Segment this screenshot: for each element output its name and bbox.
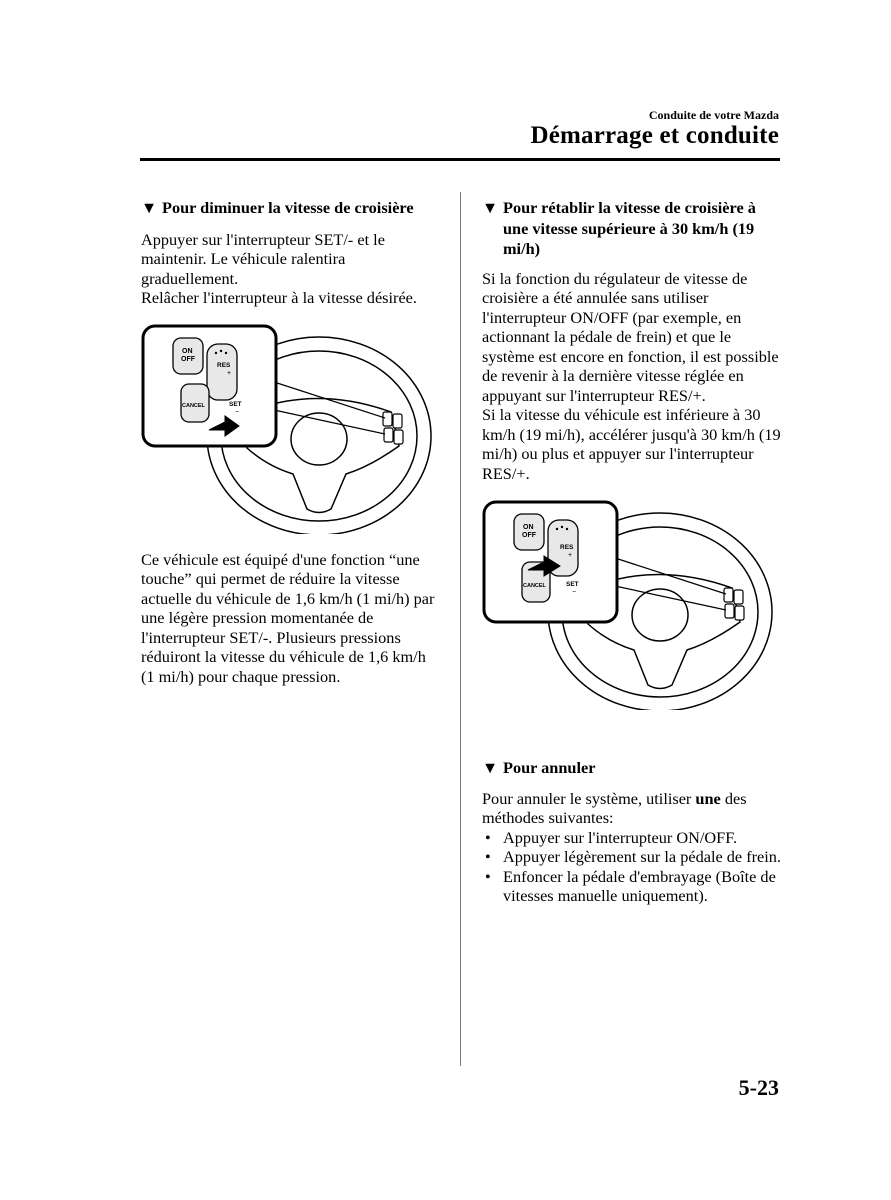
- paragraph: Si la fonction du régulateur de vitesse de croisière a été annulée sans utiliser l'interrupteur ON/OFF (par exemple, en actionnant la pédale de frein) et que le système est encore en fonction, il est possible de revenir à la dernière vitesse réglée en appuyant sur l'interrupteur RES/+.: [482, 268, 779, 405]
- heading-text: Pour diminuer la vitesse de croisière: [162, 198, 414, 217]
- section-heading-resume-speed: [482, 198, 782, 260]
- paragraph: Relâcher l'interrupteur à la vitesse désirée.: [141, 288, 417, 307]
- wheel-hub: [291, 413, 347, 465]
- list-item: • Enfoncer la pédale d'embrayage (Boîte de vitesses manuelle uniquement).: [485, 866, 776, 905]
- heading-text: Pour annuler: [503, 758, 596, 777]
- paragraph: Si la vitesse du véhicule est inférieure à 30 km/h (19 mi/h), accélérer jusqu'à 30 km/h (19 mi/h) ou plus et appuyer sur l'interrupteur RES/+.: [482, 405, 781, 483]
- paragraph: Appuyer sur l'interrupteur SET/- et le maintenir. Le véhicule ralentira graduellement.: [141, 229, 385, 288]
- svg-text:−: −: [572, 589, 577, 596]
- svg-text:ON: ON: [182, 347, 193, 355]
- steering-wheel-res-illustration: [482, 500, 782, 710]
- page-title: Démarrage et conduite: [530, 122, 779, 149]
- header-divider: [140, 158, 780, 161]
- paragraph: Pour annuler le système, utiliser une des méthodes suivantes:: [482, 788, 747, 827]
- svg-text:CANCEL: CANCEL: [182, 402, 205, 409]
- column-divider: [460, 192, 461, 1066]
- steering-wheel-set-illustration: [141, 324, 441, 534]
- cancel-methods-list: [482, 828, 782, 906]
- bullet-icon: •: [485, 847, 491, 866]
- triangle-bullet-icon: ▼: [482, 758, 499, 777]
- svg-text:−: −: [235, 408, 240, 416]
- left-column: [141, 198, 441, 686]
- right-column: [482, 198, 782, 906]
- triangle-bullet-icon: ▼: [141, 198, 158, 217]
- list-item: • Appuyer sur l'interrupteur ON/OFF.: [485, 827, 738, 847]
- list-item: • Appuyer légèrement sur la pédale de frein.: [485, 847, 782, 866]
- section-header: Conduite de votre Mazda: [648, 108, 779, 122]
- bullet-icon: •: [485, 866, 491, 886]
- section-heading-decrease-speed: [141, 198, 441, 219]
- svg-text:SET: SET: [229, 400, 242, 408]
- triangle-bullet-icon: ▼: [482, 198, 499, 217]
- svg-text:ON: ON: [523, 524, 534, 531]
- bullet-icon: •: [485, 827, 491, 847]
- heading-text: Pour rétablir la vitesse de croisière à une vitesse supérieure à 30 km/h (19 mi/h): [503, 198, 756, 258]
- svg-text:+: +: [227, 369, 232, 377]
- section-heading-cancel: [482, 758, 782, 779]
- paragraph: Ce véhicule est équipé d'une fonction “une touche” qui permet de réduire la vitesse actuelle du véhicule de 1,6 km/h (1 mi/h) par une légère pression momentanée de l'interrupteur SET/-. Plusieurs pressions réduiront la vitesse du véhicule de 1,6 km/h (1 mi/h) pour chaque pression.: [141, 549, 435, 686]
- svg-text:CANCEL: CANCEL: [523, 583, 546, 589]
- svg-text:SET: SET: [566, 581, 579, 588]
- res-set-button: [207, 344, 237, 400]
- svg-text:OFF: OFF: [522, 532, 536, 539]
- svg-text:+: +: [568, 552, 573, 559]
- svg-text:RES: RES: [560, 544, 574, 551]
- page-number: 5-23: [738, 1075, 779, 1100]
- svg-text:OFF: OFF: [181, 355, 195, 363]
- svg-text:RES: RES: [217, 361, 231, 369]
